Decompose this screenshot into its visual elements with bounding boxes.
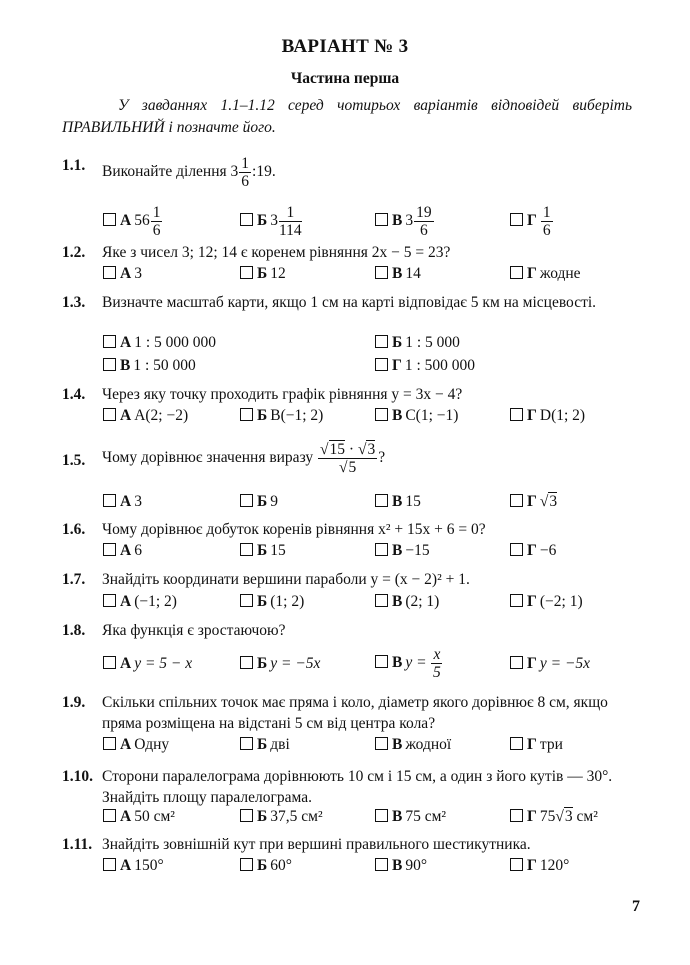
answer-option-a[interactable]: А (−1; 2) (103, 592, 177, 612)
question-text: Чому дорівнює значення виразу (102, 449, 314, 467)
question-text: Яке з чисел 3; 12; 14 є коренем рівняння 2x − 5 = 23? (102, 244, 451, 261)
checkbox[interactable] (510, 858, 523, 871)
question-number: 1.11. (62, 836, 93, 853)
question-text: Яка функція є зростаючою? (102, 622, 286, 639)
checkbox[interactable] (375, 858, 388, 871)
checkbox[interactable] (103, 408, 116, 421)
section-subtitle: Частина перша (290, 70, 400, 87)
answer-option-d[interactable]: Г три (510, 735, 563, 755)
answer-option-a[interactable]: А 1 : 5 000 000 (103, 333, 216, 353)
answer-option-a[interactable]: А 150° (103, 856, 164, 876)
question-1-4 (62, 384, 634, 405)
answer-option-c[interactable]: В −15 (375, 541, 430, 561)
question-number: 1.3. (62, 294, 86, 311)
checkbox[interactable] (240, 809, 253, 822)
checkbox[interactable] (103, 809, 116, 822)
checkbox[interactable] (375, 594, 388, 607)
question-number: 1.6. (62, 521, 86, 538)
answer-option-b[interactable]: Б B(−1; 2) (240, 406, 323, 426)
page-number: 7 (632, 898, 640, 915)
checkbox[interactable] (240, 266, 253, 279)
checkbox[interactable] (240, 737, 253, 750)
question-text: Скільки спільних точок має пряма і коло, діаметр якого дорівнює 8 см, якщо пряма розміщена на відстані 5 см від центра кола? (102, 694, 608, 732)
answer-option-a[interactable]: А y = 5 − x (103, 654, 192, 674)
question-text: Визначте масштаб карти, якщо 1 см на карті відповідає 5 км на місцевості. (102, 294, 597, 311)
question-number: 1.5. (62, 452, 86, 469)
checkbox[interactable] (240, 858, 253, 871)
checkbox[interactable] (240, 213, 253, 226)
answer-option-b[interactable]: Б 1 : 5 000 (375, 333, 460, 353)
question-number: 1.2. (62, 244, 86, 261)
answer-option-d[interactable]: Г √3 (510, 492, 557, 512)
answer-option-d[interactable]: Г 1 : 500 000 (375, 356, 475, 376)
checkbox[interactable] (103, 213, 116, 226)
checkbox[interactable] (510, 494, 523, 507)
question-number: 1.7. (62, 571, 86, 588)
answer-option-d[interactable]: Г y = −5x (510, 654, 590, 674)
answer-option-a[interactable]: А 3 (103, 492, 142, 512)
question-1-9 (62, 692, 634, 734)
answer-option-a[interactable]: А 56 $\frac{1}{6}$ (103, 204, 163, 239)
question-number: 1.1. (62, 157, 86, 174)
checkbox[interactable] (510, 408, 523, 421)
checkbox[interactable] (510, 266, 523, 279)
question-1-6 (62, 519, 634, 540)
question-1-8 (62, 620, 634, 641)
checkbox[interactable] (103, 594, 116, 607)
checkbox[interactable] (240, 408, 253, 421)
checkbox[interactable] (103, 656, 116, 669)
checkbox[interactable] (375, 543, 388, 556)
question-number: 1.9. (62, 694, 86, 711)
checkbox[interactable] (375, 213, 388, 226)
question-number: 1.4. (62, 386, 86, 403)
checkbox[interactable] (240, 594, 253, 607)
fraction: $\frac{1}{6}$ (241, 155, 250, 190)
question-1-5: 1.5. Чому дорівнює значення виразу $\frac{√15 \cdot √3}{√5}$ ? (62, 441, 386, 476)
checkbox[interactable] (375, 737, 388, 750)
instructions: У завданнях 1.1–1.12 серед чотирьох варіантів відповідей виберіть ПРАВИЛЬНИЙ і позначте його. (62, 97, 632, 136)
checkbox[interactable] (103, 335, 116, 348)
question-text: Чому дорівнює добуток коренів рівняння x² + 15x + 6 = 0? (102, 521, 486, 538)
answer-option-b[interactable]: Б дві (240, 735, 290, 755)
checkbox[interactable] (375, 335, 388, 348)
checkbox[interactable] (240, 543, 253, 556)
question-1-11 (62, 834, 634, 855)
answer-option-c[interactable]: В (2; 1) (375, 592, 439, 612)
checkbox[interactable] (103, 358, 116, 371)
answer-option-b[interactable]: Б 37,5 см² (240, 807, 323, 827)
question-text: Через яку точку проходить графік рівняння y = 3x − 4? (102, 386, 463, 403)
checkbox[interactable] (510, 213, 523, 226)
answer-option-c[interactable]: В 75 см² (375, 807, 446, 827)
answer-option-c[interactable]: В C(1; −1) (375, 406, 458, 426)
checkbox[interactable] (103, 737, 116, 750)
answer-option-b[interactable]: Б 60° (240, 856, 292, 876)
checkbox[interactable] (510, 656, 523, 669)
checkbox[interactable] (375, 358, 388, 371)
answer-option-a[interactable]: А A(2; −2) (103, 406, 188, 426)
answer-option-a[interactable]: А 3 (103, 264, 142, 284)
answer-option-b[interactable]: Б y = −5x (240, 654, 320, 674)
checkbox[interactable] (240, 656, 253, 669)
checkbox[interactable] (510, 737, 523, 750)
answer-option-c[interactable]: В 1 : 50 000 (103, 356, 196, 376)
checkbox[interactable] (375, 266, 388, 279)
question-1-1: 1.1. Виконайте ділення 3 $\frac{1}{6}$ :19. (62, 155, 276, 190)
question-1-7 (62, 569, 634, 590)
question-text: Виконайте ділення (102, 163, 227, 181)
checkbox[interactable] (375, 408, 388, 421)
checkbox[interactable] (103, 858, 116, 871)
answer-option-a[interactable]: А 6 (103, 541, 142, 561)
question-number: 1.10. (62, 768, 93, 785)
checkbox[interactable] (375, 809, 388, 822)
answer-option-d[interactable]: Г $\frac{1}{6}$ (510, 204, 554, 239)
question-1-3 (62, 292, 634, 313)
answer-option-c[interactable]: В y = $\frac{x}{5}$ (375, 646, 443, 681)
answer-option-a[interactable]: А 50 см² (103, 807, 175, 827)
page-title: ВАРІАНТ № 3 (281, 36, 409, 57)
checkbox[interactable] (510, 543, 523, 556)
answer-option-c[interactable]: В 90° (375, 856, 427, 876)
checkbox[interactable] (375, 655, 388, 668)
answer-option-c[interactable]: В 14 (375, 264, 421, 284)
answer-option-d[interactable]: Г −6 (510, 541, 556, 561)
checkbox[interactable] (510, 594, 523, 607)
answer-option-b[interactable]: Б (1; 2) (240, 592, 304, 612)
question-text: Знайдіть координати вершини параболи y = (x − 2)² + 1. (102, 571, 470, 588)
question-text: Сторони паралелограма дорівнюють 10 см і 15 см, а один з його кутів — 30°. Знайдіть площу паралелограма. (102, 768, 613, 806)
question-number: 1.8. (62, 622, 86, 639)
answer-option-d[interactable]: Г 75√3 см² (510, 807, 598, 827)
checkbox[interactable] (510, 809, 523, 822)
question-1-10 (62, 766, 634, 808)
answer-option-b[interactable]: Б 9 (240, 492, 278, 512)
answer-option-c[interactable]: В 3 $\frac{19}{6}$ (375, 204, 435, 239)
question-1-2 (62, 242, 634, 263)
answer-option-d[interactable]: Г (−2; 1) (510, 592, 583, 612)
answer-option-d[interactable]: Г 120° (510, 856, 569, 876)
checkbox[interactable] (240, 494, 253, 507)
checkbox[interactable] (375, 494, 388, 507)
fraction: $\frac{√15 \cdot √3}{√5}$ (320, 441, 376, 476)
checkbox[interactable] (103, 543, 116, 556)
question-text: Знайдіть зовнішній кут при вершині правильного шестикутника. (102, 836, 531, 853)
answer-option-b[interactable]: Б 12 (240, 264, 286, 284)
answer-option-d[interactable]: Г D(1; 2) (510, 406, 585, 426)
checkbox[interactable] (103, 494, 116, 507)
answer-option-d[interactable]: Г жодне (510, 264, 581, 284)
answer-option-b[interactable]: Б 15 (240, 541, 286, 561)
answer-option-a[interactable]: А Одну (103, 735, 169, 755)
answer-option-c[interactable]: В жодної (375, 735, 451, 755)
answer-option-c[interactable]: В 15 (375, 492, 421, 512)
checkbox[interactable] (103, 266, 116, 279)
answer-option-b[interactable]: Б 3 $\frac{1}{114}$ (240, 204, 303, 239)
